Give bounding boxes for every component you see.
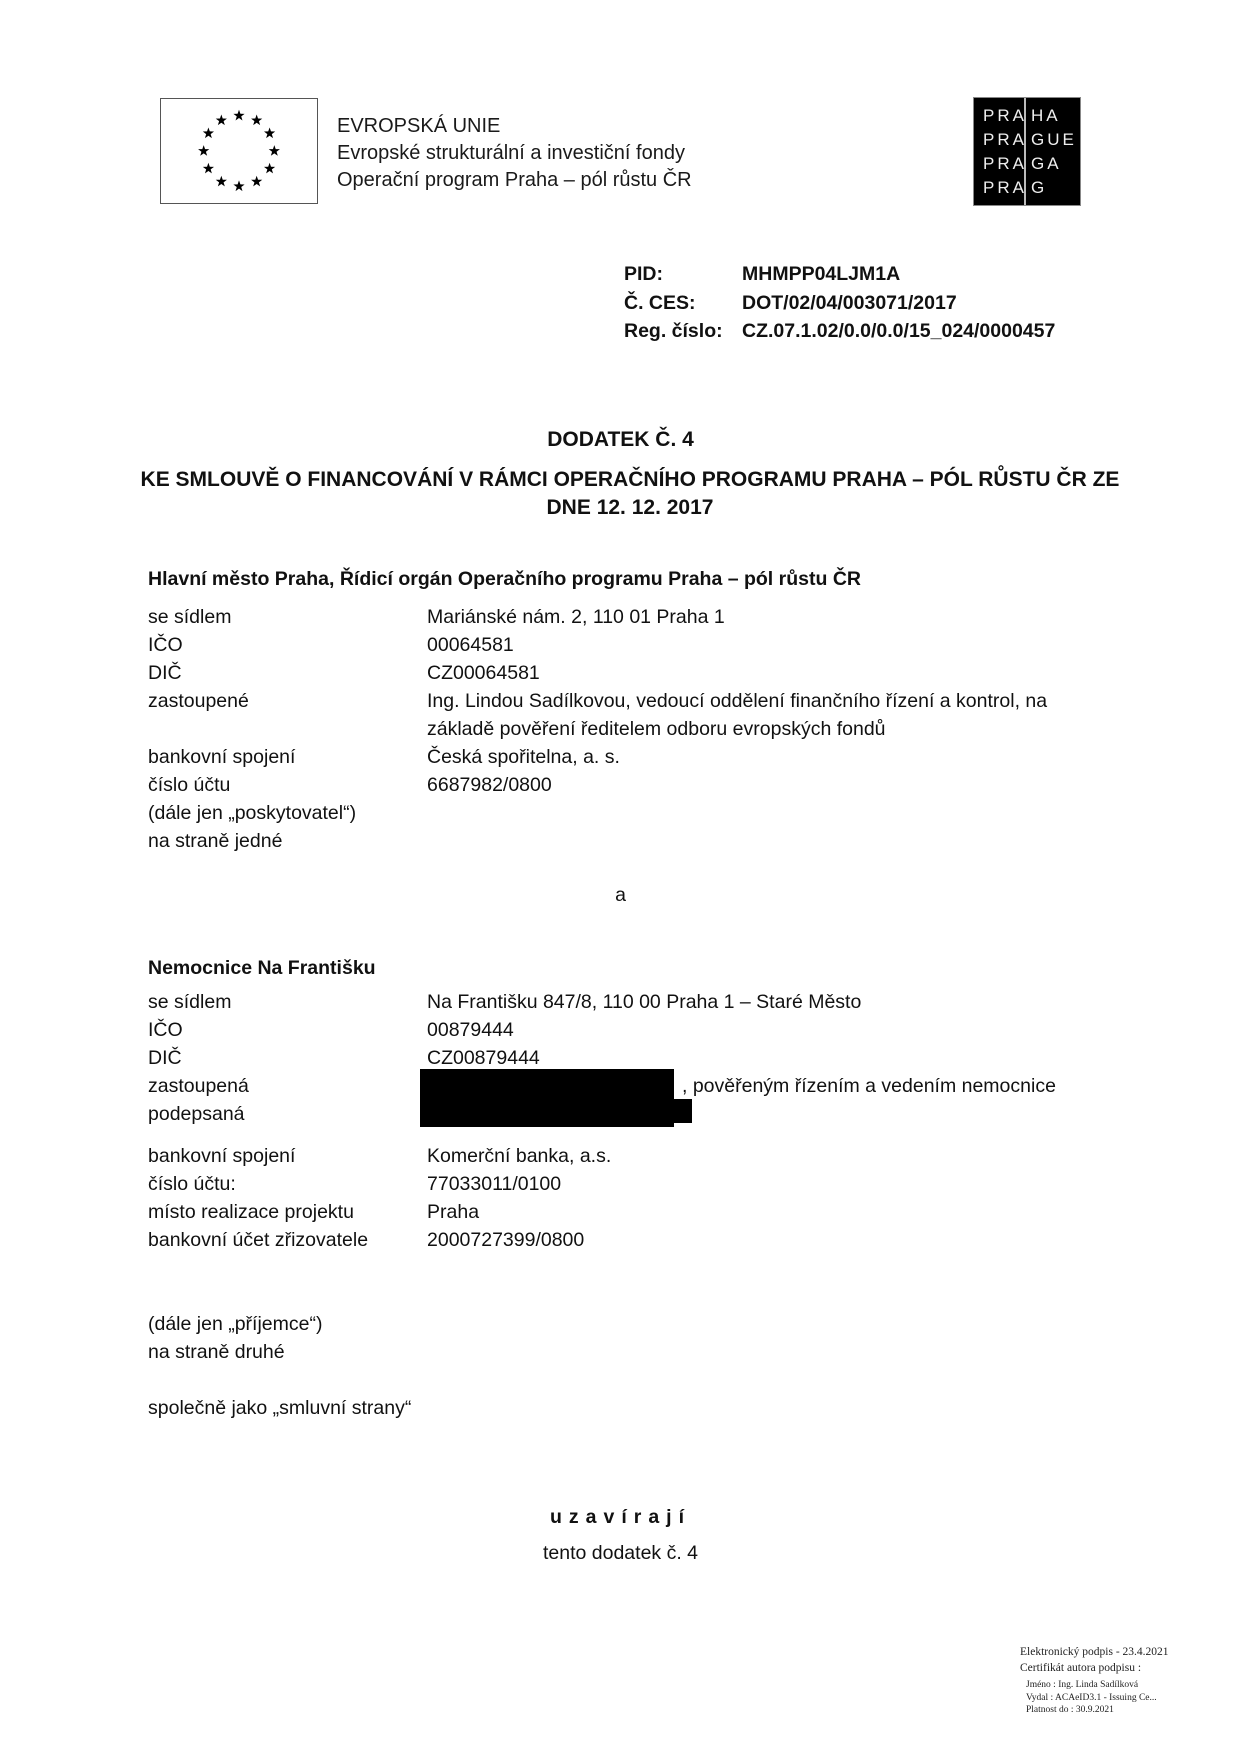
document-title: DODATEK Č. 4 [547, 428, 694, 451]
detail-label: bankovní účet zřizovatele [148, 1229, 369, 1251]
praha-logo-right [1026, 98, 1077, 205]
signature-detail: Vydal : ACAeID3.1 - Issuing Ce... [1026, 1692, 1157, 1703]
recipient-definition [148, 1310, 322, 1366]
detail-label: IČO [148, 634, 183, 656]
detail-value: Ing. Lindou Sadílkovou, vedoucí oddělení finančního řízení a kontrol, na základě pověření ředitelem odboru evropských fondů [427, 690, 1048, 740]
identifier-label: Č. CES: [624, 291, 696, 314]
detail-label: zastoupené [148, 690, 249, 712]
eu-text-block [337, 113, 692, 194]
identifier-label: Reg. číslo: [624, 320, 723, 342]
detail-value: , pověřeným řízením a vedením nemocnice [682, 1075, 1056, 1097]
logo-text: PRA [983, 177, 1027, 197]
party1-name: Hlavní město Praha, Řídicí orgán Operačního programu Praha – pól růstu ČR [148, 568, 861, 590]
signature-detail: Platnost do : 30.9.2021 [1026, 1705, 1114, 1715]
detail-row [148, 771, 1107, 799]
logo-text: GA [1031, 153, 1062, 173]
party1-details [148, 603, 1107, 855]
detail-label: podepsaná [148, 1103, 245, 1125]
detail-row [148, 827, 1107, 855]
detail-row [148, 1016, 1241, 1044]
detail-label: DIČ [148, 662, 182, 684]
detail-row [148, 1072, 1241, 1100]
detail-value [427, 827, 1107, 855]
party2-details [148, 988, 1241, 1128]
detail-label: zastoupená [148, 1075, 249, 1097]
detail-value: 77033011/0100 [427, 1173, 562, 1195]
detail-value: 6687982/0800 [427, 774, 552, 796]
detail-row [148, 1044, 1241, 1072]
detail-value: 00064581 [427, 634, 514, 656]
detail-row [148, 1198, 1107, 1226]
detail-label: bankovní spojení [148, 1145, 296, 1167]
logo-text: HA [1031, 105, 1061, 125]
detail-row [148, 631, 1107, 659]
detail-value: Komerční banka, a.s. [427, 1145, 612, 1167]
detail-value: CZ00064581 [427, 662, 540, 684]
identifier-row [624, 260, 1055, 289]
detail-row [148, 799, 1107, 827]
party2-bank-details [148, 1142, 1107, 1254]
identifier-value: CZ.07.1.02/0.0/0.0/15_024/0000457 [742, 320, 1056, 342]
logo-text: G [1031, 177, 1048, 197]
detail-row [148, 1170, 1107, 1198]
detail-label: místo realizace projektu [148, 1201, 354, 1223]
detail-value: 2000727399/0800 [427, 1229, 585, 1251]
detail-row [148, 743, 1107, 771]
detail-value: Mariánské nám. 2, 110 01 Praha 1 [427, 606, 725, 628]
detail-row [148, 1142, 1107, 1170]
detail-value: Na Františku 847/8, 110 00 Praha 1 – Staré Město [427, 991, 862, 1013]
detail-label: DIČ [148, 1047, 182, 1069]
identifier-label: PID: [624, 263, 663, 285]
detail-label: se sídlem [148, 991, 232, 1013]
identifier-value: DOT/02/04/003071/2017 [742, 291, 957, 314]
identifier-value: MHMPP04LJM1A [742, 263, 901, 285]
logo-text: GUE [1031, 129, 1077, 149]
detail-row [148, 1226, 1107, 1254]
detail-label: IČO [148, 1019, 183, 1041]
identifiers-block [624, 260, 1055, 346]
detail-value: Česká spořitelna, a. s. [427, 746, 620, 768]
conclude-verb: uzavírají [549, 1506, 692, 1528]
eu-text-line: Evropské strukturální a investiční fondy [337, 142, 685, 164]
detail-row [148, 603, 1107, 631]
conjunction: a [615, 884, 626, 906]
detail-label: číslo účtu [148, 774, 231, 796]
detail-label: bankovní spojení [148, 746, 296, 768]
signature-line: Certifikát autora podpisu : [1020, 1662, 1142, 1674]
party2-name: Nemocnice Na Františku [148, 957, 376, 979]
document-subtitle: KE SMLOUVĚ O FINANCOVÁNÍ V RÁMCI OPERAČNÍHO PROGRAMU PRAHA – PÓL RŮSTU ČR ZE DNE 12. 12. 2017 [140, 468, 1120, 519]
paragraph-line: (dále jen „příjemce“) [148, 1313, 323, 1335]
detail-label: se sídlem [148, 606, 232, 628]
signature-details [1020, 1679, 1169, 1717]
identifier-row [624, 289, 1055, 318]
eu-flag-logo [160, 98, 318, 204]
detail-value: CZ00879444 [427, 1047, 540, 1069]
detail-row [148, 988, 1241, 1016]
signature-detail: Jméno : Ing. Linda Sadílková [1026, 1680, 1139, 1690]
detail-row [148, 659, 1107, 687]
logo-text: PRA [983, 153, 1027, 173]
detail-value: Praha [427, 1201, 480, 1223]
logo-text: PRA [983, 105, 1027, 125]
electronic-signature [1020, 1644, 1169, 1717]
conclude-object: tento dodatek č. 4 [542, 1542, 699, 1564]
logo-text: PRA [983, 129, 1027, 149]
detail-label: (dále jen „poskytovatel“) [148, 802, 357, 824]
detail-row [148, 1100, 1241, 1128]
paragraph-line: na straně druhé [148, 1341, 285, 1363]
eu-text-line: EVROPSKÁ UNIE [337, 115, 501, 137]
redaction-box [674, 1099, 692, 1123]
detail-value [427, 799, 1107, 827]
praha-logo [973, 97, 1081, 206]
redaction-box [420, 1069, 674, 1127]
identifier-row [624, 317, 1055, 346]
together-line: společně jako „smluvní strany“ [148, 1397, 412, 1419]
eu-flag-stars-icon [161, 99, 317, 203]
detail-label: na straně jedné [148, 830, 283, 852]
praha-logo-left [974, 98, 1026, 205]
detail-label: číslo účtu: [148, 1173, 236, 1195]
signature-line: Elektronický podpis - 23.4.2021 [1020, 1646, 1169, 1658]
eu-text-line: Operační program Praha – pól růstu ČR [337, 169, 692, 191]
detail-value: 00879444 [427, 1019, 514, 1041]
detail-row [148, 687, 1107, 743]
